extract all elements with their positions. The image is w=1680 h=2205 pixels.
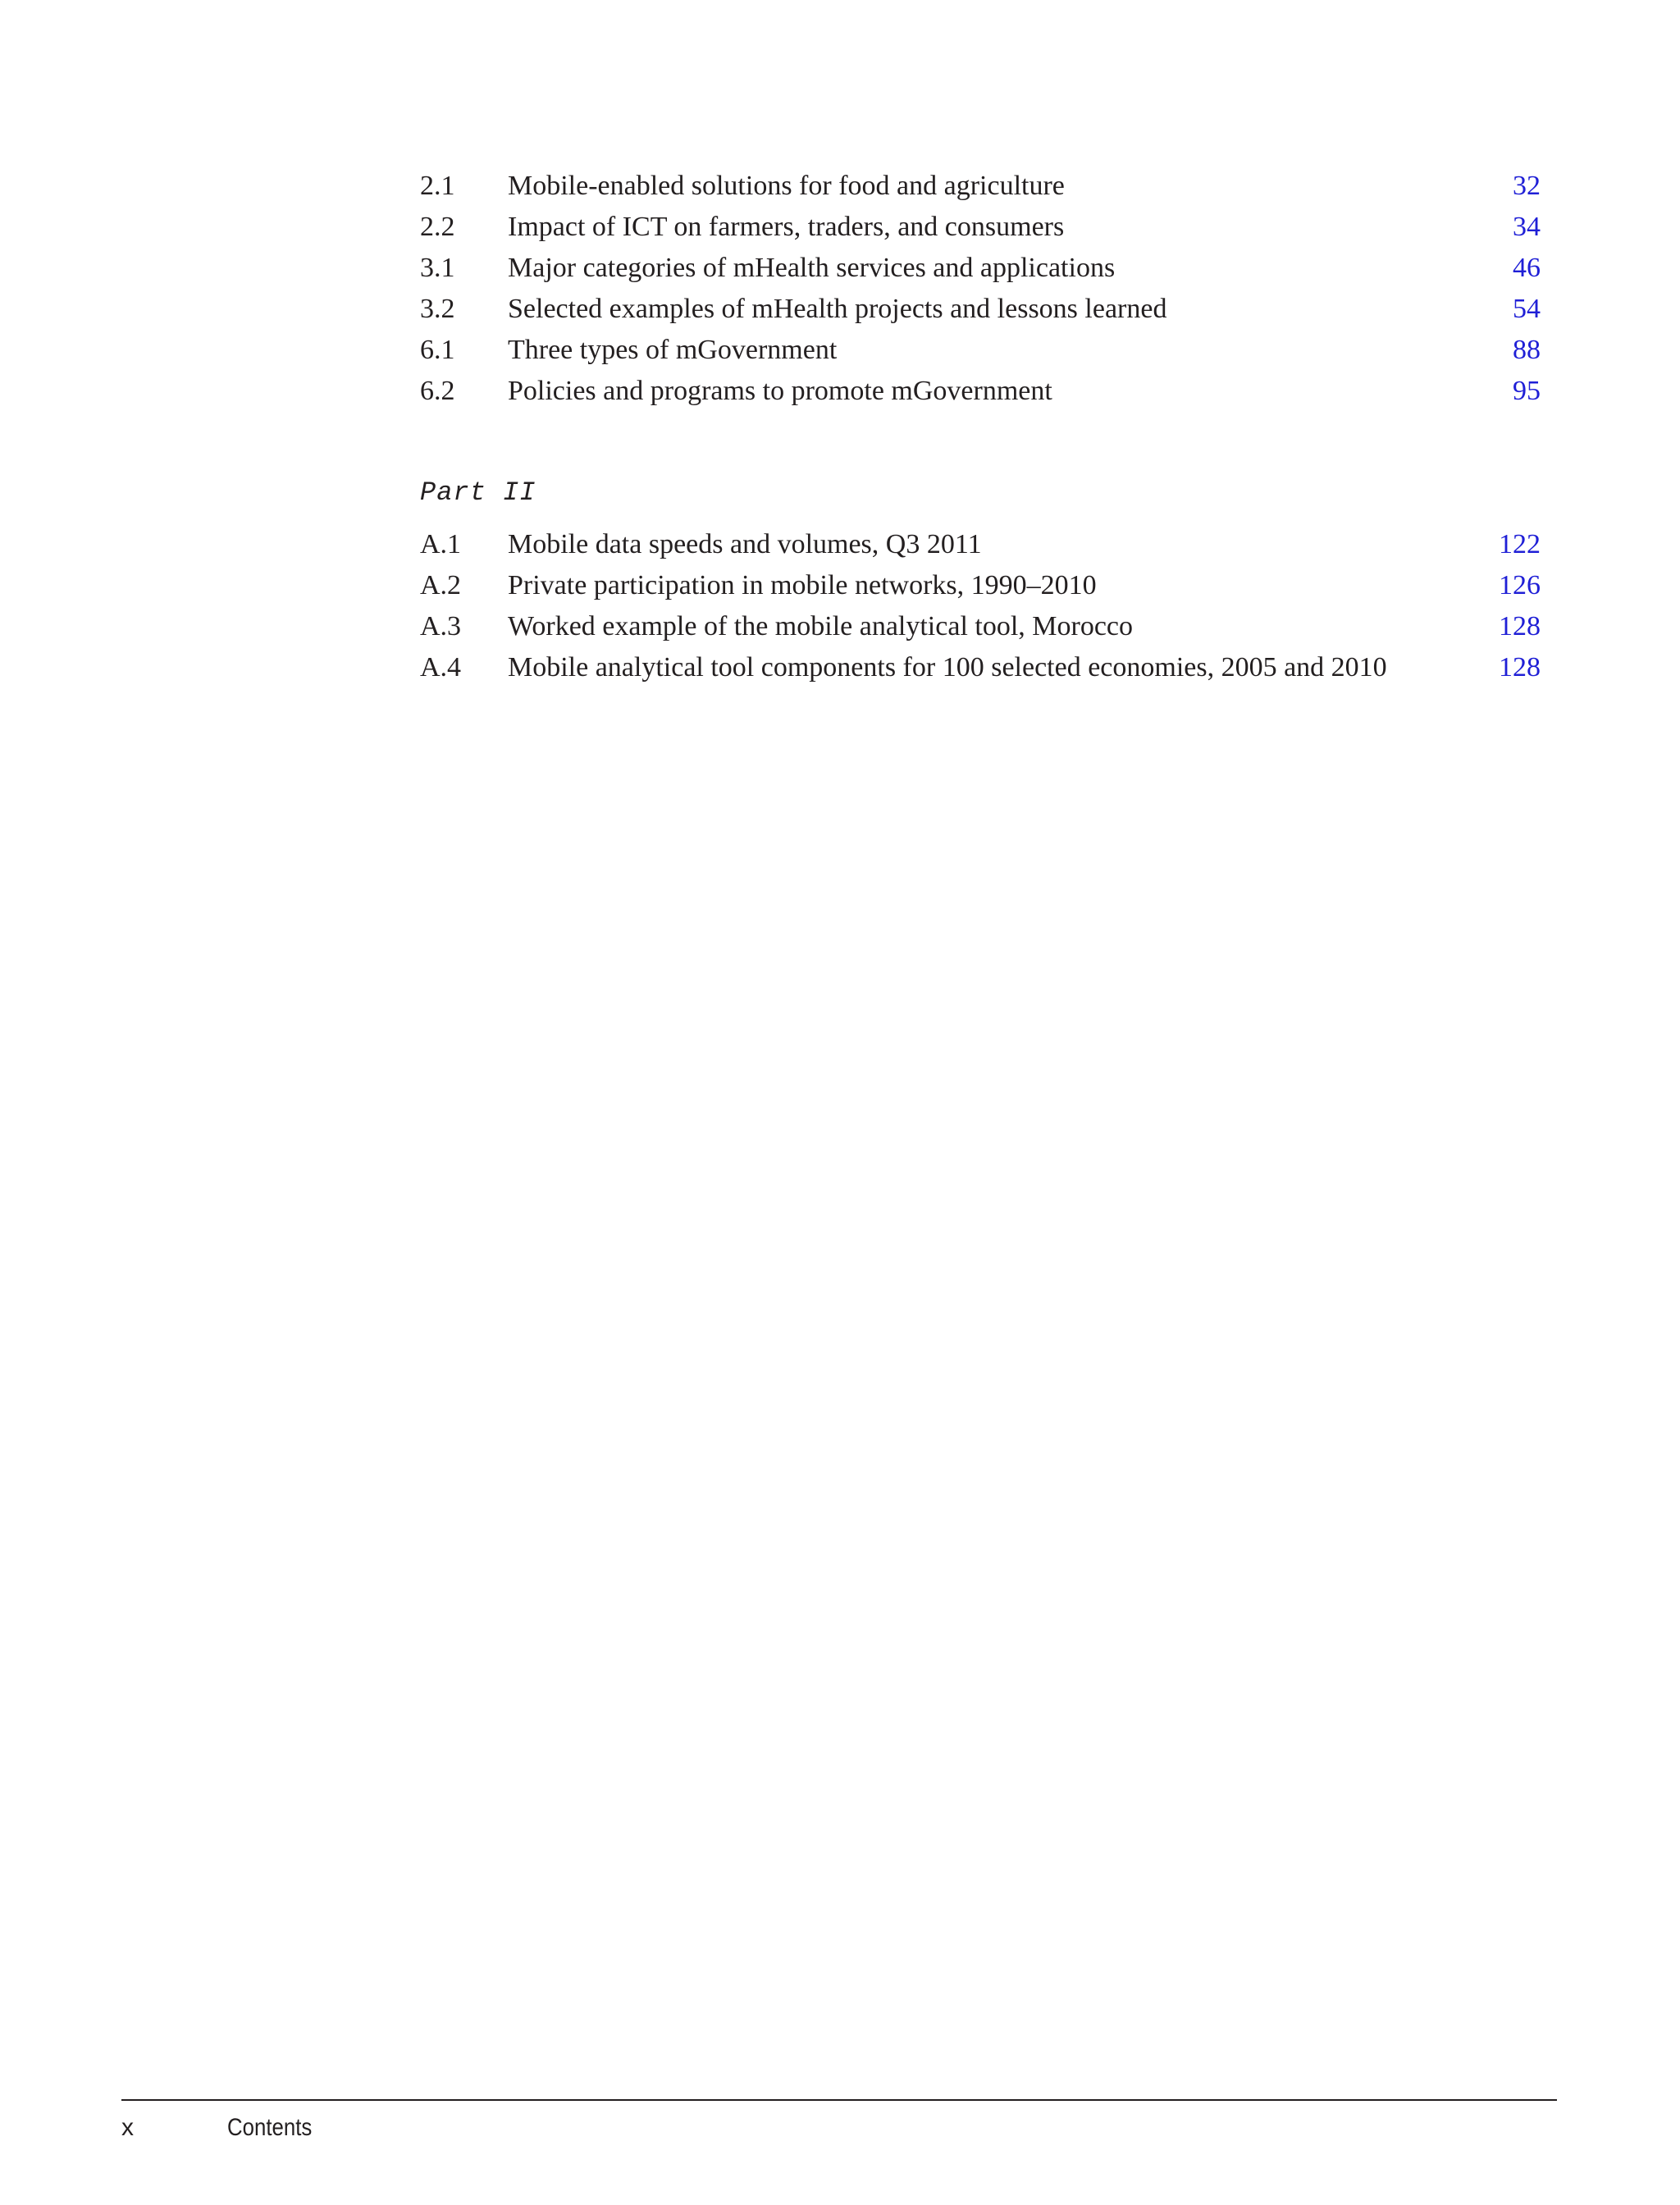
entry-page-link[interactable]: 46 (1513, 253, 1541, 283)
entry-page-link[interactable]: 88 (1513, 335, 1541, 365)
entry-page-link[interactable]: 122 (1499, 529, 1541, 559)
entry-title: Impact of ICT on farmers, traders, and consumers (508, 212, 1065, 242)
running-footer-section: Contents (227, 2114, 313, 2141)
entry-number: A.4 (420, 652, 462, 682)
entry-title: Major categories of mHealth services and applications (508, 253, 1116, 283)
entry-title: Selected examples of mHealth projects and lessons learned (508, 294, 1167, 324)
entry-title: Mobile data speeds and volumes, Q3 2011 (508, 529, 982, 559)
entry-number: A.2 (420, 570, 462, 600)
entry-number: A.3 (420, 611, 462, 641)
entry-number: A.1 (420, 529, 462, 559)
entry-number: 2.1 (420, 171, 455, 201)
entry-title: Mobile analytical tool components for 100 selected economies, 2005 and 2010 (508, 652, 1387, 682)
entry-title: Policies and programs to promote mGovernment (508, 376, 1052, 406)
entry-page-link[interactable]: 95 (1513, 376, 1541, 406)
entry-page-link[interactable]: 34 (1513, 212, 1541, 242)
entry-title: Private participation in mobile networks, 1990–2010 (508, 570, 1097, 600)
entry-title: Worked example of the mobile analytical tool, Morocco (508, 611, 1134, 641)
entry-page-link[interactable]: 128 (1499, 611, 1541, 641)
part-two-heading: Part II (420, 477, 536, 508)
entry-title: Mobile-enabled solutions for food and agriculture (508, 171, 1065, 201)
toc-entry-a-3 (420, 606, 1541, 647)
entry-page-link[interactable]: 54 (1513, 294, 1541, 324)
toc-entry-3-2 (420, 289, 1541, 330)
toc-list-part-one (420, 166, 1541, 412)
footer-rule (121, 2099, 1557, 2101)
toc-entry-6-2 (420, 371, 1541, 412)
entry-number: 6.1 (420, 335, 455, 365)
entry-number: 2.2 (420, 212, 455, 242)
toc-entry-a-2 (420, 565, 1541, 606)
toc-entry-3-1 (420, 248, 1541, 289)
entry-number: 6.2 (420, 376, 455, 406)
entry-title: Three types of mGovernment (508, 335, 838, 365)
toc-entry-2-2 (420, 207, 1541, 248)
page-folio: x (121, 2114, 134, 2141)
entry-page-link[interactable]: 32 (1513, 171, 1541, 201)
entry-page-link[interactable]: 128 (1499, 652, 1541, 682)
toc-list-part-two (420, 524, 1541, 688)
entry-number: 3.2 (420, 294, 455, 324)
toc-entry-a-4 (420, 647, 1541, 688)
toc-entry-a-1 (420, 524, 1541, 565)
toc-entry-6-1 (420, 330, 1541, 371)
entry-page-link[interactable]: 126 (1499, 570, 1541, 600)
toc-entry-2-1 (420, 166, 1541, 207)
entry-number: 3.1 (420, 253, 455, 283)
